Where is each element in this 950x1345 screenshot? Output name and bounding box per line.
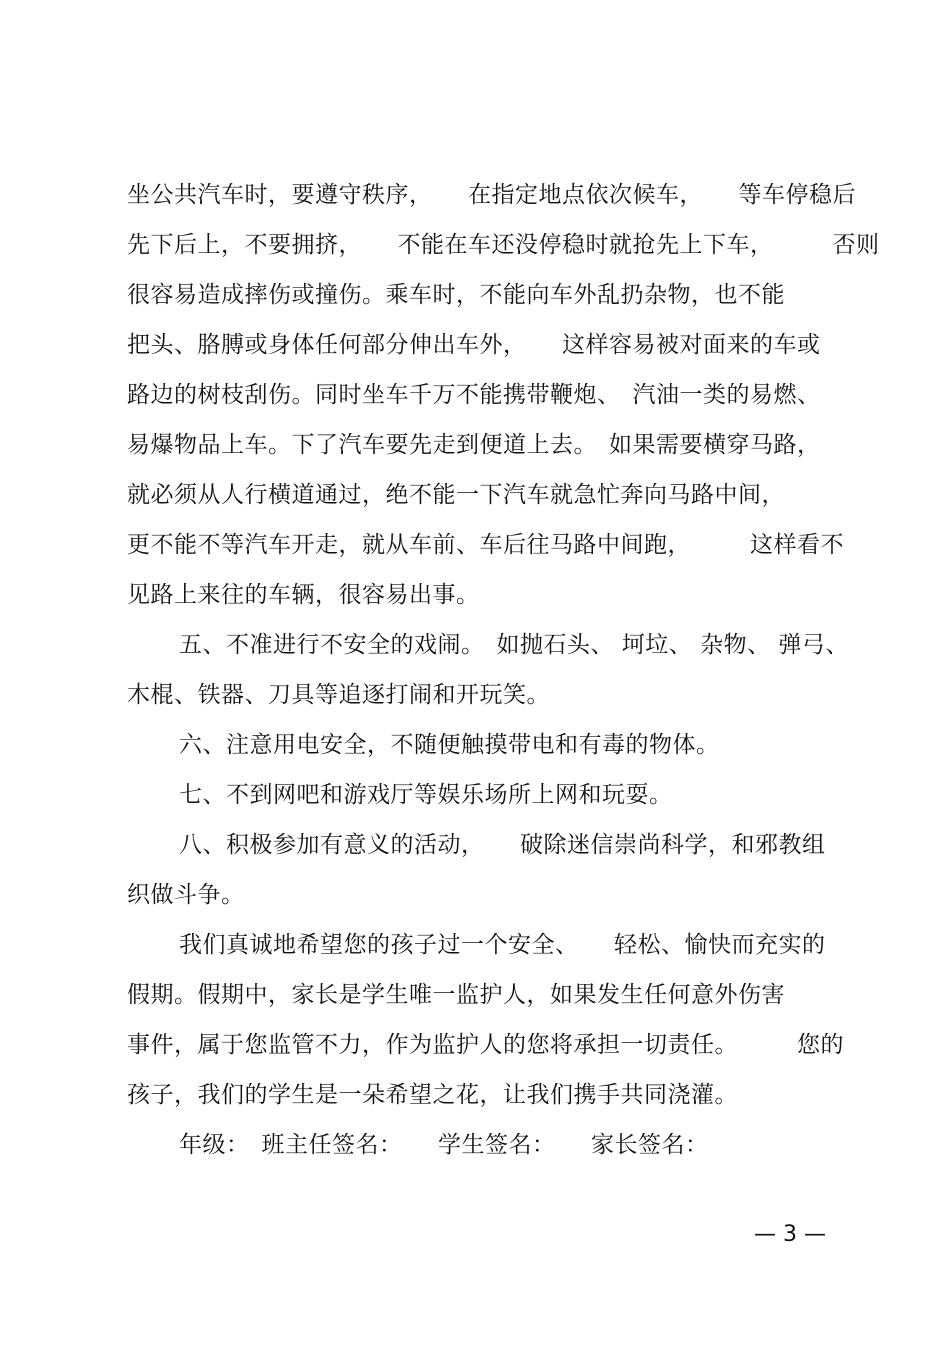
closing-paragraph-line: 我们真诚地希望您的孩子过一个安全、 轻松、愉快而充实的 [179, 932, 826, 958]
text-line: 孩子，我们的学生是一朵希望之花，让我们携手共同浇灌。 [127, 1082, 738, 1108]
text-line: 织做斗争。 [127, 882, 245, 908]
text-line: 路边的树枝刮伤。同时坐车千万不能携带鞭炮、 汽油一类的易燃、 [127, 382, 821, 408]
paragraph-seven-line: 七、不到网吧和游戏厅等娱乐场所上网和玩耍。 [179, 782, 673, 808]
text-line: 坐公共汽车时，要遵守秩序， 在指定地点依次候车， 等车停稳后 [127, 182, 856, 208]
text-line: 很容易造成摔伤或撞伤。乘车时，不能向车外乱扔杂物，也不能 [127, 282, 785, 308]
text-line: 就必须从人行横道通过，绝不能一下汽车就急忙奔向马路中间， [127, 482, 785, 508]
text-line: 假期。假期中，家长是学生唯一监护人，如果发生任何意外伤害 [127, 982, 785, 1008]
text-line: 见路上来往的车辆，很容易出事。 [127, 582, 480, 608]
text-line: 木棍、铁器、刀具等追逐打闹和开玩笑。 [127, 682, 550, 708]
text-line: 易爆物品上车。下了汽车要先走到便道上去。 如果需要横穿马路， [127, 432, 821, 458]
text-line: 事件，属于您监管不力，作为监护人的您将承担一切责任。 您的 [127, 1032, 844, 1058]
text-line: 把头、胳膊或身体任何部分伸出车外， 这样容易被对面来的车或 [127, 332, 821, 358]
paragraph-eight-line: 八、积极参加有意义的活动， 破除迷信崇尚科学，和邪教组 [179, 832, 826, 858]
page-number: — 3 — [754, 1222, 826, 1247]
paragraph-five-line: 五、不准进行不安全的戏闹。 如抛石头、 坷垃、 杂物、 弹弓、 [179, 632, 849, 658]
text-line: 更不能不等汽车开走，就从车前、车后往马路中间跑， 这样看不 [127, 532, 844, 558]
paragraph-six-line: 六、注意用电安全，不随便触摸带电和有毒的物体。 [179, 732, 720, 758]
signature-line: 年级： 班主任签名： 学生签名： 家长签名： [179, 1132, 709, 1158]
text-line: 先下后上，不要拥挤， 不能在车还没停稳时就抢先上下车， 否则 [127, 232, 880, 258]
